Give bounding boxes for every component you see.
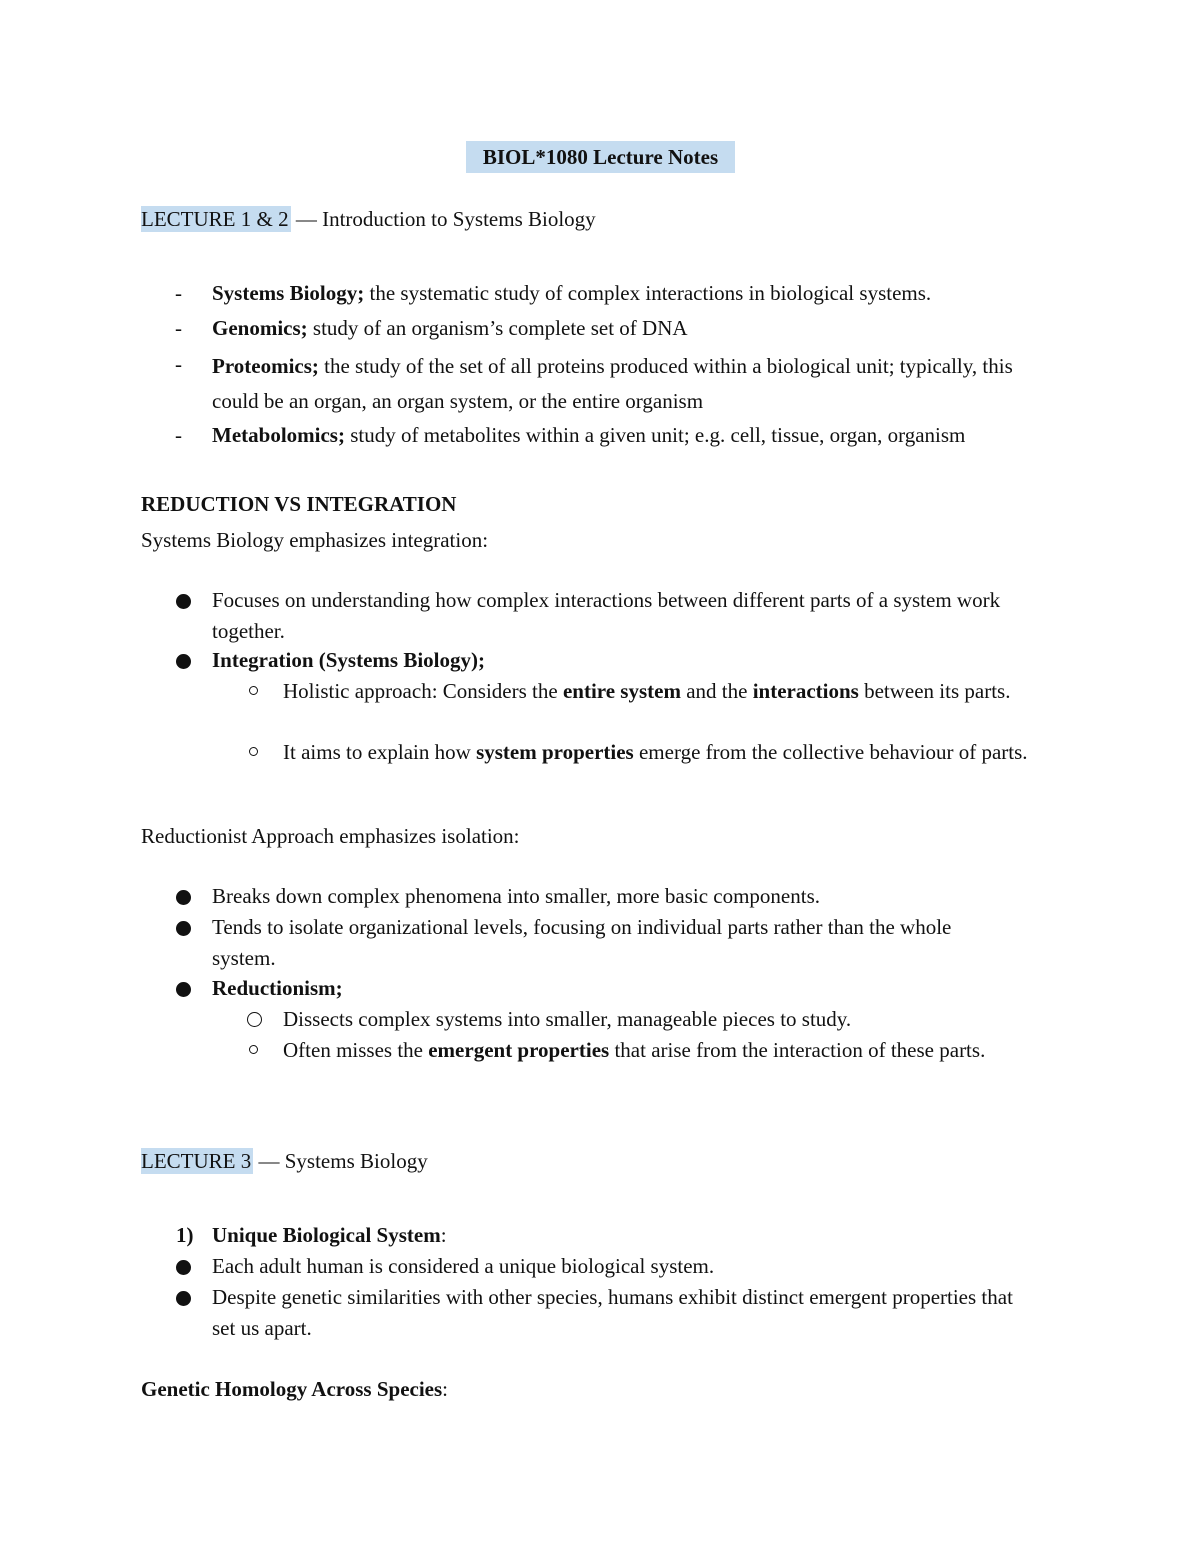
hollow-bullet-icon xyxy=(247,1012,262,1027)
dash-marker: - xyxy=(175,423,182,447)
dash-marker: - xyxy=(175,352,182,376)
definition-term: Proteomics; xyxy=(212,354,319,378)
reductionist-intro: Reductionist Approach emphasizes isolation: xyxy=(141,824,520,848)
bullet-item: Each adult human is considered a unique biological system. xyxy=(212,1254,715,1278)
lecture-1-2-subtitle: — Introduction to Systems Biology xyxy=(290,207,596,231)
hollow-bullet-icon xyxy=(249,1045,258,1054)
homology-heading: Genetic Homology Across Species: xyxy=(141,1377,449,1401)
list-number: 1) xyxy=(176,1223,194,1247)
bullet-icon xyxy=(176,982,191,997)
integration-intro: Systems Biology emphasizes integration: xyxy=(141,528,489,552)
lecture-1-2-heading xyxy=(141,204,596,235)
definition-text: the study of the set of all proteins produced within a biological unit; typically, this could be an organ, an organ system, or the entire organism xyxy=(212,354,1013,413)
bullet-item: Reductionism; xyxy=(212,976,343,1000)
sub-bullet-item: Often misses the emergent properties that arise from the interaction of these parts. xyxy=(283,1038,986,1062)
definition-text: study of metabolites within a given unit; e.g. cell, tissue, organ, organism xyxy=(344,423,966,447)
definition-term: Genomics; xyxy=(212,316,308,340)
bullet-icon xyxy=(176,921,191,936)
definition-item xyxy=(212,349,1042,419)
lecture-1-2-label: LECTURE 1 & 2 xyxy=(141,207,289,231)
lecture-3-label: LECTURE 3 xyxy=(141,1149,252,1173)
bullet-icon xyxy=(176,890,191,905)
lecture-3-subtitle: — Systems Biology xyxy=(253,1149,428,1173)
dash-marker: - xyxy=(175,281,182,305)
bullet-icon xyxy=(176,594,191,609)
sub-bullet-item: It aims to explain how system properties emerge from the collective behaviour of parts. xyxy=(283,740,1028,764)
definition-item xyxy=(212,278,1072,309)
document-title: BIOL*1080 Lecture Notes xyxy=(466,141,735,173)
sub-bullet-item: Holistic approach: Considers the entire system and the interactions between its parts. xyxy=(283,679,1011,703)
bullet-icon xyxy=(176,654,191,669)
definition-text: study of an organism’s complete set of DNA xyxy=(307,316,688,340)
bullet-item: Integration (Systems Biology); xyxy=(212,648,485,672)
lecture-3-heading xyxy=(141,1146,428,1177)
bullet-item: Breaks down complex phenomena into smaller, more basic components. xyxy=(212,884,821,908)
bullet-item: Focuses on understanding how complex interactions between different parts of a system work together. xyxy=(212,588,1001,643)
hollow-bullet-icon xyxy=(249,686,258,695)
bullet-icon xyxy=(176,1260,191,1275)
dash-marker: - xyxy=(175,316,182,340)
definition-text: the systematic study of complex interactions in biological systems. xyxy=(364,281,932,305)
bullet-item: Despite genetic similarities with other species, humans exhibit distinct emergent properties that set us apart. xyxy=(212,1285,1013,1340)
bullet-item: Tends to isolate organizational levels, focusing on individual parts rather than the whole system. xyxy=(212,915,952,970)
hollow-bullet-icon xyxy=(249,747,258,756)
definition-item xyxy=(212,313,1072,344)
bullet-icon xyxy=(176,1291,191,1306)
definition-item xyxy=(212,420,1072,451)
numbered-item: Unique Biological System: xyxy=(212,1223,447,1247)
definition-term: Systems Biology; xyxy=(212,281,365,305)
definition-term: Metabolomics; xyxy=(212,423,345,447)
reduction-heading: REDUCTION VS INTEGRATION xyxy=(141,492,457,516)
sub-bullet-item: Dissects complex systems into smaller, manageable pieces to study. xyxy=(283,1007,852,1031)
